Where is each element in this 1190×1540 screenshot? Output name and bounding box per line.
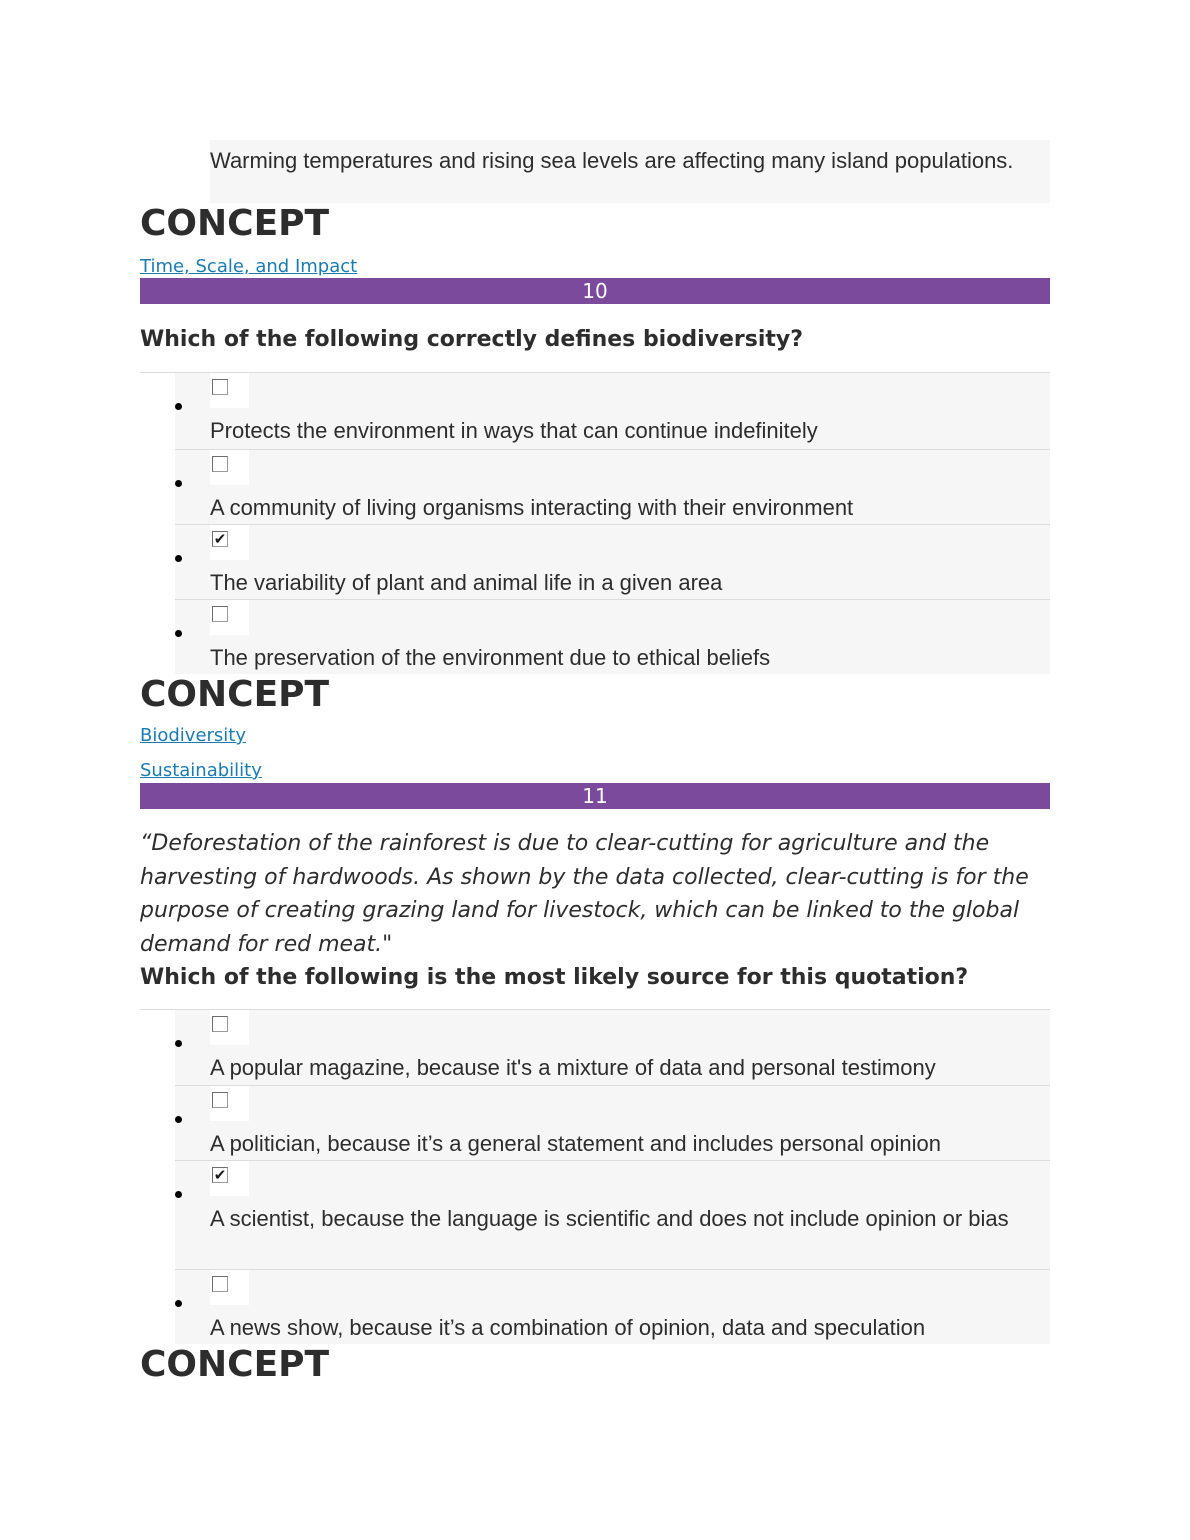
answer-option[interactable] — [175, 449, 1050, 524]
question-stem-quote — [140, 809, 1050, 961]
checkbox-wrap — [210, 1086, 249, 1121]
checkbox-wrap — [210, 450, 249, 485]
option-text: Protects the environment in ways that can continue indefinitely — [210, 418, 818, 443]
quote-text: “Deforestation of the rainforest is due to clear-cutting for agriculture and the harvesting of hardwoods. As shown by the data collected, clear-cutting is for the purpose of creating grazing land for livestock, which can be linked to the global demand for red meat. — [140, 831, 1029, 957]
bullet-icon — [175, 630, 182, 637]
question-number-bar: 10 — [140, 278, 1050, 304]
answer-option[interactable] — [175, 599, 1050, 674]
empty-checkbox-icon[interactable] — [212, 1092, 228, 1108]
option-text: A news show, because it’s a combination of opinion, data and speculation — [210, 1315, 926, 1340]
answer-option[interactable] — [175, 1269, 1050, 1344]
empty-checkbox-icon[interactable] — [212, 1276, 228, 1292]
option-text: A scientist, because the language is scientific and does not include opinion or bias — [210, 1206, 1009, 1231]
answer-option[interactable] — [175, 1160, 1050, 1269]
concept-heading: CONCEPT — [140, 1344, 330, 1385]
previous-answer-text: Warming temperatures and rising sea levels are affecting many island populations. — [210, 140, 1050, 203]
empty-checkbox-icon[interactable] — [212, 456, 228, 472]
question-text: Which of the following is the most likely source for this quotation? — [140, 965, 969, 990]
concept-link-sustainability[interactable]: Sustainability — [140, 760, 262, 781]
bullet-icon — [175, 480, 182, 487]
checkbox-wrap — [210, 600, 249, 635]
answer-option[interactable] — [175, 1085, 1050, 1160]
answer-option[interactable] — [175, 373, 1050, 449]
bullet-icon — [175, 1116, 182, 1123]
answer-option[interactable] — [175, 524, 1050, 599]
question-number-bar: 11 — [140, 783, 1050, 809]
concept-link-time-scale-impact[interactable]: Time, Scale, and Impact — [140, 256, 358, 277]
checkbox-wrap — [210, 1161, 249, 1196]
empty-checkbox-icon[interactable] — [212, 606, 228, 622]
checkbox-wrap — [210, 1010, 249, 1045]
bullet-icon — [175, 403, 182, 410]
checkbox-wrap — [210, 525, 249, 560]
answer-option[interactable] — [175, 1010, 1050, 1085]
quiz-page — [140, 140, 1050, 1385]
bullet-icon — [175, 1300, 182, 1307]
bullet-icon — [175, 1040, 182, 1047]
checkbox-wrap — [210, 1270, 249, 1305]
checkbox-wrap — [210, 373, 249, 408]
answer-options-list — [140, 372, 1050, 674]
empty-checkbox-icon[interactable] — [212, 1016, 228, 1032]
check-icon[interactable]: ✔ — [213, 530, 227, 548]
answer-options-list — [140, 1009, 1050, 1344]
quote-close-mark: " — [382, 931, 393, 957]
empty-checkbox-icon[interactable] — [212, 379, 228, 395]
bullet-icon — [175, 555, 182, 562]
option-text: The variability of plant and animal life in a given area — [210, 570, 723, 595]
concept-heading: CONCEPT — [140, 674, 330, 715]
check-icon[interactable]: ✔ — [213, 1166, 227, 1184]
bullet-icon — [175, 1191, 182, 1198]
option-text: A politician, because it’s a general statement and includes personal opinion — [210, 1131, 941, 1156]
concept-link-biodiversity[interactable]: Biodiversity — [140, 725, 247, 746]
option-text: A community of living organisms interacting with their environment — [210, 495, 854, 520]
concept-heading: CONCEPT — [140, 203, 330, 244]
option-text: A popular magazine, because it's a mixture of data and personal testimony — [210, 1055, 936, 1080]
option-text: The preservation of the environment due to ethical beliefs — [210, 645, 771, 670]
question-text: Which of the following correctly defines biodiversity? — [140, 327, 803, 352]
